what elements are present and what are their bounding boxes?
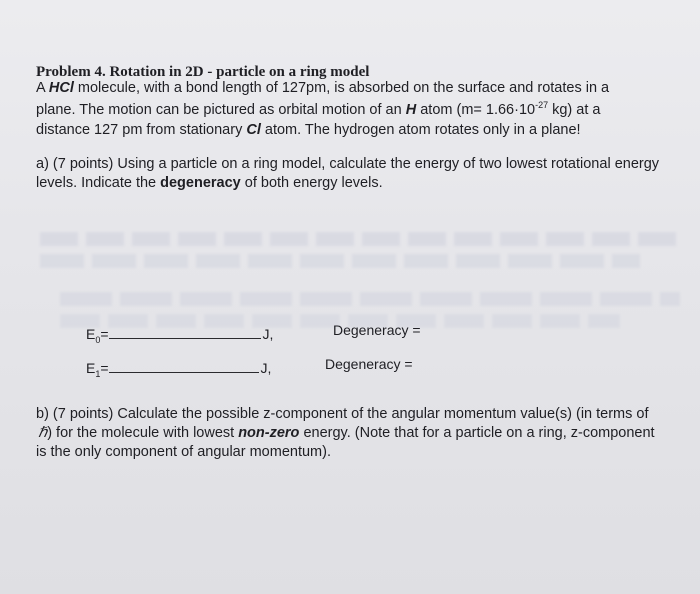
- part-a-line-2: levels. Indicate the degeneracy of both energy levels.: [36, 175, 383, 191]
- degeneracy-e1: Degeneracy =: [325, 356, 413, 372]
- part-b-line-3: is the only component of angular momentum).: [36, 444, 331, 460]
- energy-row-e0: $E_0= J$,: [86, 326, 274, 345]
- show-through-text: [40, 254, 640, 268]
- intro-line-1: A HCl molecule, with a bond length of 127pm, is absorbed on the surface and rotates in a: [36, 80, 610, 96]
- part-b-line-1: b) (7 points) Calculate the possible z-component of the angular momentum value(s) (in terms of: [36, 406, 649, 422]
- e0-answer-blank[interactable]: [109, 338, 261, 339]
- show-through-text: [60, 292, 680, 306]
- e1-answer-blank[interactable]: [109, 372, 259, 373]
- part-a-line-1: a) (7 points) Using a particle on a ring model, calculate the energy of two lowest rotational energy: [36, 156, 660, 172]
- energy-row-e1: $E_1= J$,: [86, 360, 272, 379]
- intro-line-3: distance 127 pm from stationary Cl atom. The hydrogen atom rotates only in a plane!: [36, 122, 581, 138]
- degeneracy-e0: Degeneracy =: [333, 322, 421, 338]
- intro-line-2: plane. The motion can be pictured as orbital motion of an H atom ($m= 1.66\cdot 10^{-27}$ kg) at a: [36, 100, 601, 118]
- part-b-line-2: ℏ) for the molecule with lowest non-zero energy. (Note that for a particle on a ring, z-component: [38, 425, 655, 441]
- problem-heading: Problem 4. Rotation in 2D - particle on a ring model: [36, 64, 370, 80]
- show-through-text: [40, 232, 680, 246]
